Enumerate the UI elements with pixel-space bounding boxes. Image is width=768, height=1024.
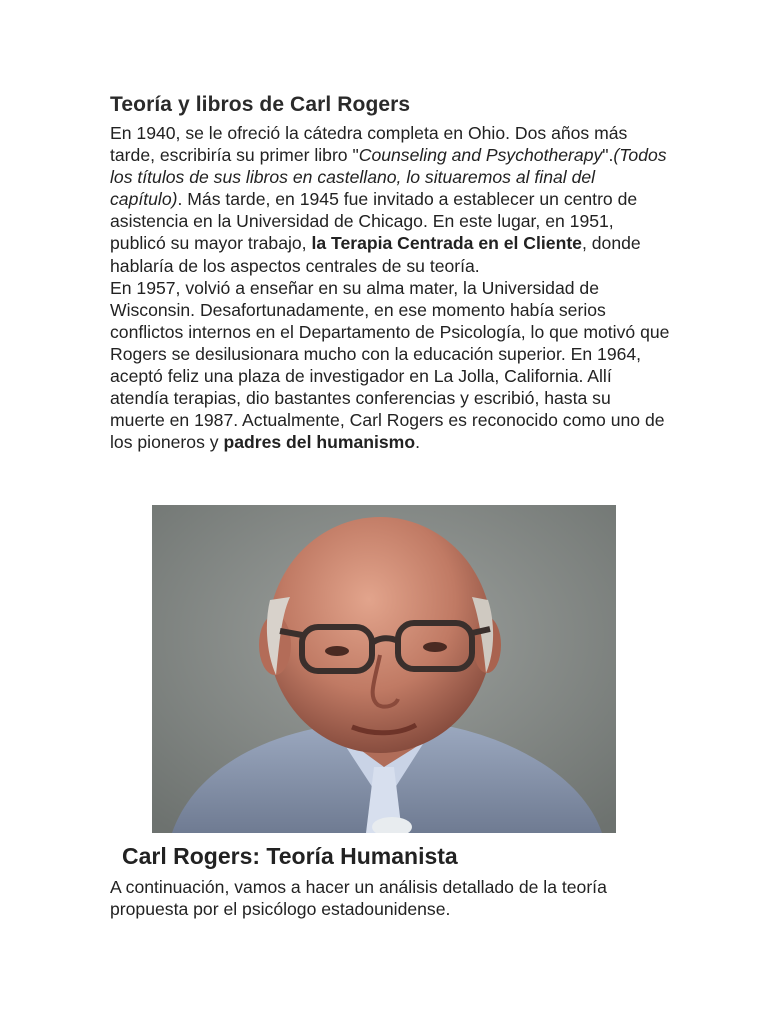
paragraph-1 [110,122,670,277]
bold-term: padres del humanismo [223,432,416,453]
text-run: . Más tarde, en 1945 fue invitado a establecer un centro de asistencia en la Universidad de Chicago. En este lugar, en 1951, publicó su mayor trabajo, [110,189,638,254]
text-run: . [415,432,420,453]
section-body [110,122,670,453]
text-run: En 1940, se le ofreció la cátedra completa en Ohio. Dos años más tarde, escribiría su primer libro " [110,123,628,166]
text-run: , donde hablaría de los aspectos centrales de su teoría. [110,233,641,276]
italic-note: (Todos los títulos de sus libros en castellano, lo situaremos al final del capítulo) [110,145,667,210]
section-2-paragraph: A continuación, vamos a hacer un análisis detallado de la teoría propuesta por el psicólogo estadounidense. [110,877,607,920]
section-heading-2: Carl Rogers: Teoría Humanista [122,843,458,869]
text-run: ". [602,145,614,166]
portrait-photo [152,505,616,833]
book-title: Counseling and Psychotherapy [358,145,603,166]
paragraph-2 [110,277,670,454]
text-run: En 1957, volvió a enseñar en su alma mater, la Universidad de Wisconsin. Desafortunadamente, en ese momento había serios conflictos internos en el Departamento de Psicología, lo que motivó que Rogers se desilusionara mucho con la educación superior. En 1964, aceptó feliz una plaza de investigador en La Jolla, California. Allí atendía terapias, dio bastantes conferencias y escribió, hasta su muerte en 1987. Actualmente, Carl Rogers es reconocido como uno de los pioneros y [110,277,670,453]
section-heading: Teoría y libros de Carl Rogers [110,93,411,116]
bold-term: la Terapia Centrada en el Cliente [311,233,582,254]
